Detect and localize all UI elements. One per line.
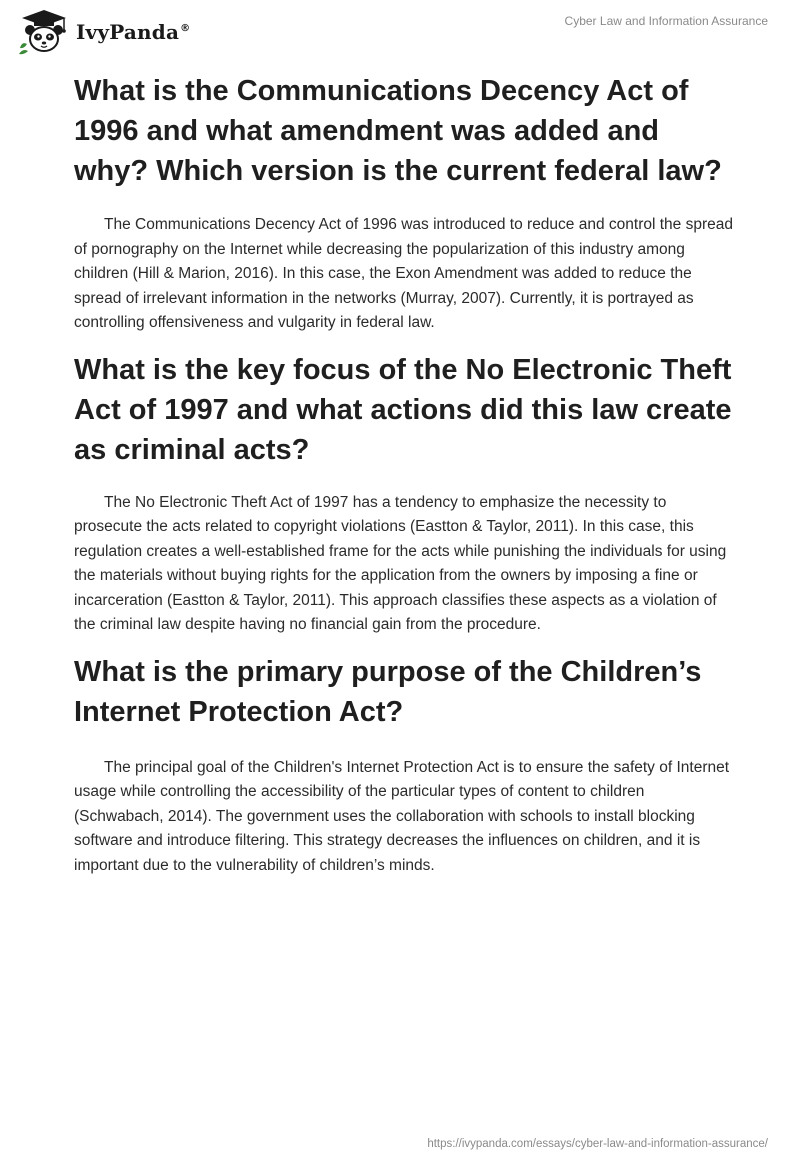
brand-logo[interactable] [16, 8, 190, 56]
section-paragraph: The No Electronic Theft Act of 1997 has a tendency to emphasize the necessity to prosecute the acts related to copyright violations (Eastton & Taylor, 2011). In this case, this regulation creates a well-established frame for the acts while punishing the individuals for using the materials without buying rights for the application from the owners by imposing a fine or incarceration (Eastton & Taylor, 2011). This approach classifies these aspects as a violation of the criminal law despite having no financial gain from the procedure. [74, 493, 727, 633]
essay-section [74, 350, 734, 638]
panda-graduate-icon [16, 8, 72, 56]
source-url[interactable]: https://ivypanda.com/essays/cyber-law-and-information-assurance/ [427, 1138, 768, 1150]
essay-section [74, 71, 734, 336]
section-heading: What is the primary purpose of the Children’s Internet Protection Act? [74, 655, 702, 728]
essay-content [74, 71, 734, 878]
page-header [0, 0, 800, 60]
section-paragraph: The principal goal of the Children's Internet Protection Act is to ensure the safety of Internet usage while controlling the accessibility of the particular types of content to children (Schwabach, 2014). The government uses the collaboration with schools to install blocking software and introduce filtering. This strategy decreases the influences on children, and it is important due to the vulnerability of children’s minds. [74, 758, 730, 874]
section-heading: What is the key focus of the No Electronic Theft Act of 1997 and what actions did this law create as criminal acts? [74, 353, 732, 466]
brand-name: IvyPanda® [76, 20, 191, 44]
section-paragraph: The Communications Decency Act of 1996 was introduced to reduce and control the spread of pornography on the Internet while decreasing the popularization of this industry among children (Hill & Marion, 2016). In this case, the Exon Amendment was added to reduce the spread of irrelevant information in the networks (Murray, 2007). Currently, it is portrayed as controlling offensiveness and vulgarity in federal law. [74, 216, 733, 331]
document-title: Cyber Law and Information Assurance [564, 14, 768, 28]
registered-mark: ® [180, 23, 191, 35]
essay-section [74, 652, 734, 879]
section-heading: What is the Communications Decency Act of 1996 and what amendment was added and why? Which version is the current federal law? [74, 75, 722, 187]
